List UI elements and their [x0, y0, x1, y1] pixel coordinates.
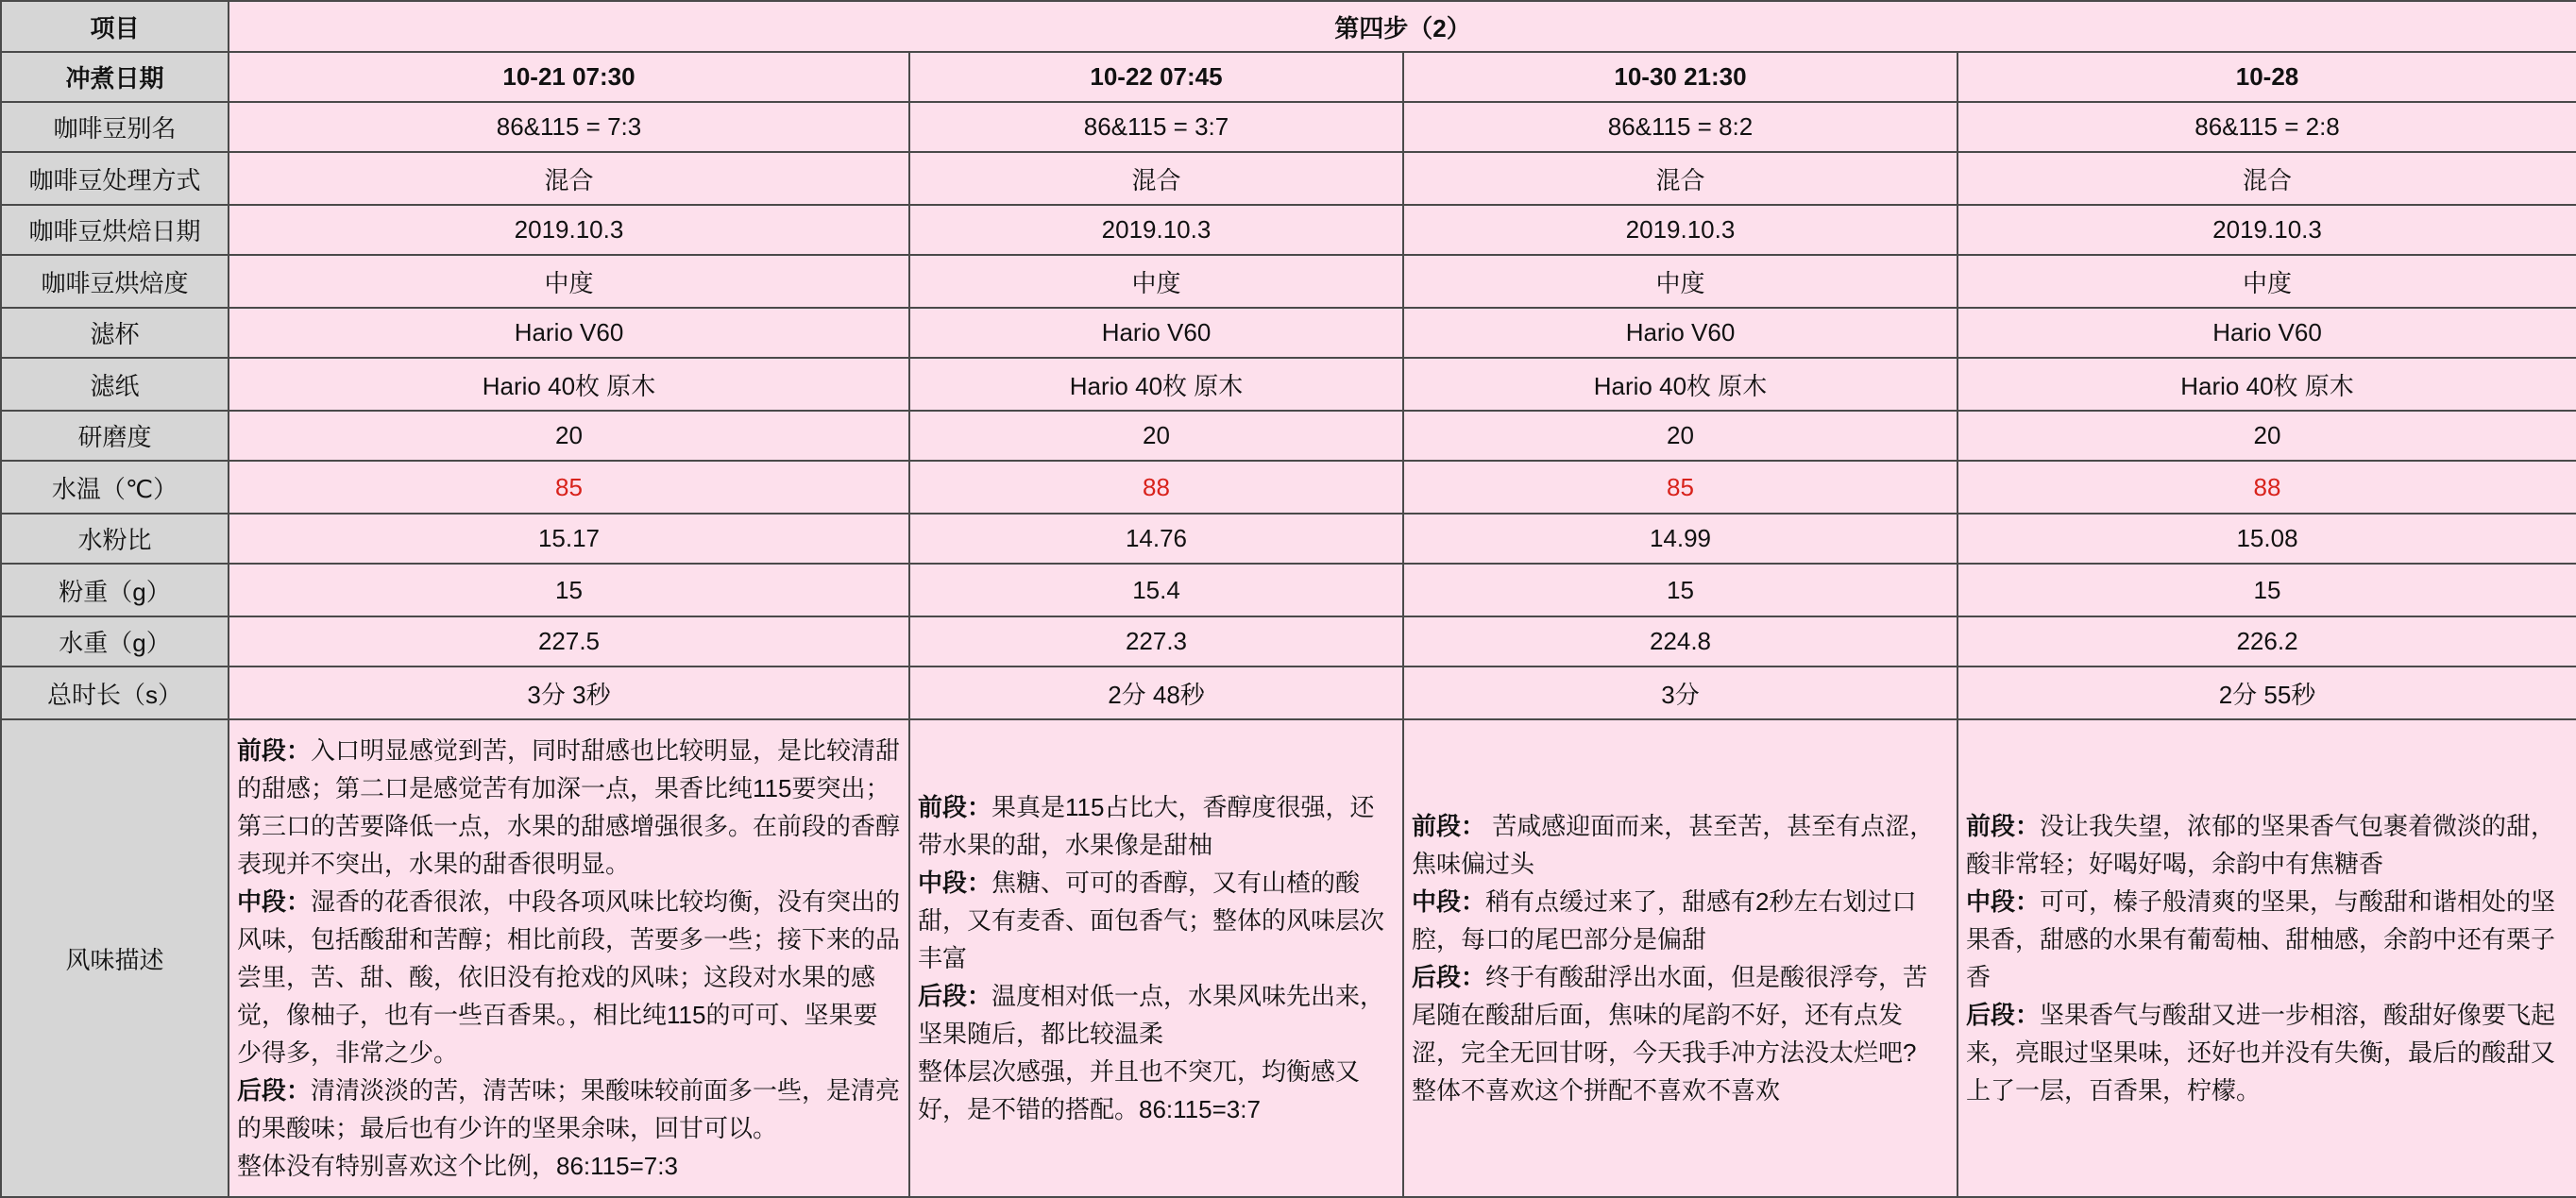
cell-bean-alias[interactable]: 86&115 = 3:7	[909, 102, 1403, 152]
cell-time[interactable]: 2分 48秒	[909, 666, 1403, 719]
cell-brew-date[interactable]: 10-22 07:45	[909, 52, 1403, 102]
cell-brew-date[interactable]: 10-30 21:30	[1403, 52, 1957, 102]
cell-roast-date[interactable]: 2019.10.3	[1403, 205, 1957, 255]
cell-dose[interactable]: 15	[229, 564, 909, 616]
cell-dose[interactable]: 15	[1957, 564, 2576, 616]
cell-filter[interactable]: Hario 40枚 原木	[909, 358, 1403, 411]
cell-flavor[interactable]	[909, 719, 1403, 1197]
cell-brew-date[interactable]: 10-21 07:30	[229, 52, 909, 102]
flavor-text: 温度相对低一点，水果风味先出来，坚果随后，都比较温柔	[918, 982, 1385, 1048]
flavor-paragraph	[237, 1071, 901, 1147]
row-label[interactable]: 咖啡豆别名	[1, 102, 229, 152]
flavor-head: 后段：	[1412, 963, 1486, 991]
flavor-text: 整体层次感强，并且也不突兀，均衡感又好，是不错的搭配。86:115=3:7	[918, 1057, 1361, 1123]
cell-dripper[interactable]: Hario V60	[229, 308, 909, 358]
row-label[interactable]: 水粉比	[1, 514, 229, 564]
flavor-head: 后段：	[918, 982, 992, 1010]
row-roast-level	[1, 255, 2576, 308]
flavor-head: 前段：	[237, 736, 312, 765]
cell-flavor[interactable]	[229, 719, 909, 1197]
cell-bean-alias[interactable]: 86&115 = 7:3	[229, 102, 909, 152]
cell-time[interactable]: 3分 3秒	[229, 666, 909, 719]
row-filter	[1, 358, 2576, 411]
cell-water[interactable]: 227.3	[909, 616, 1403, 666]
cell-roast-date[interactable]: 2019.10.3	[229, 205, 909, 255]
flavor-text: 整体没有特别喜欢这个比例，86:115=7:3	[237, 1152, 678, 1180]
row-label[interactable]: 咖啡豆烘焙度	[1, 255, 229, 308]
cell-ratio[interactable]: 14.76	[909, 514, 1403, 564]
cell-water-temp[interactable]: 85	[1403, 461, 1957, 514]
cell-brew-date[interactable]: 10-28	[1957, 52, 2576, 102]
flavor-text: 焦糖、可可的香醇，又有山楂的酸甜，又有麦香、面包香气；整体的风味层次丰富	[918, 869, 1385, 972]
cell-water[interactable]: 224.8	[1403, 616, 1957, 666]
row-label[interactable]: 滤杯	[1, 308, 229, 358]
flavor-text: 果真是115占比大，香醇度很强，还带水果的甜，水果像是甜柚	[918, 793, 1375, 859]
row-dose	[1, 564, 2576, 616]
row-time	[1, 666, 2576, 719]
flavor-text: 可可，榛子般清爽的坚果，与酸甜和谐相处的坚果香，甜感的水果有葡萄柚、甜柚感，余韵中还有栗子香	[1966, 887, 2556, 991]
cell-time[interactable]: 2分 55秒	[1957, 666, 2576, 719]
flavor-text: 清清淡淡的苦，清苦味；果酸味较前面多一些，是清亮的果酸味；最后也有少许的坚果余味，回甘可以。	[237, 1076, 901, 1142]
cell-roast-level[interactable]: 中度	[909, 255, 1403, 308]
row-dripper	[1, 308, 2576, 358]
flavor-paragraph	[1412, 958, 1949, 1071]
flavor-head: 前段：	[1966, 812, 2041, 840]
row-ratio	[1, 514, 2576, 564]
row-label[interactable]: 冲煮日期	[1, 52, 229, 102]
flavor-head: 中段：	[237, 887, 312, 916]
cell-process[interactable]: 混合	[1957, 152, 2576, 205]
row-brew-date	[1, 52, 2576, 102]
cell-filter[interactable]: Hario 40枚 原木	[1403, 358, 1957, 411]
cell-roast-date[interactable]: 2019.10.3	[909, 205, 1403, 255]
cell-process[interactable]: 混合	[229, 152, 909, 205]
cell-filter[interactable]: Hario 40枚 原木	[229, 358, 909, 411]
flavor-paragraph	[918, 977, 1395, 1053]
cell-grind[interactable]: 20	[229, 411, 909, 461]
cell-grind[interactable]: 20	[1957, 411, 2576, 461]
cell-dripper[interactable]: Hario V60	[1403, 308, 1957, 358]
row-label[interactable]: 咖啡豆烘焙日期	[1, 205, 229, 255]
cell-grind[interactable]: 20	[1403, 411, 1957, 461]
item-header-cell[interactable]: 项目	[1, 1, 229, 52]
header-row	[1, 1, 2576, 52]
cell-bean-alias[interactable]: 86&115 = 2:8	[1957, 102, 2576, 152]
flavor-head: 中段：	[918, 869, 992, 897]
cell-flavor[interactable]	[1957, 719, 2576, 1197]
cell-roast-level[interactable]: 中度	[1403, 255, 1957, 308]
row-flavor	[1, 719, 2576, 1197]
row-label[interactable]: 水温（℃）	[1, 461, 229, 514]
cell-bean-alias[interactable]: 86&115 = 8:2	[1403, 102, 1957, 152]
flavor-text: 苦咸感迎面而来，甚至苦，甚至有点涩，焦味偏过头	[1412, 812, 1935, 878]
cell-grind[interactable]: 20	[909, 411, 1403, 461]
row-label[interactable]: 滤纸	[1, 358, 229, 411]
flavor-paragraph	[1412, 1071, 1949, 1109]
step-title-cell[interactable]: 第四步（2）	[229, 1, 2576, 52]
flavor-text: 坚果香气与酸甜又进一步相溶，酸甜好像要飞起来，亮眼过坚果味，还好也并没有失衡，最后的酸甜又上了一层，百香果，柠檬。	[1966, 1001, 2556, 1105]
cell-roast-level[interactable]: 中度	[1957, 255, 2576, 308]
row-roast-date	[1, 205, 2576, 255]
row-water	[1, 616, 2576, 666]
flavor-paragraph	[918, 1053, 1395, 1128]
flavor-text: 整体不喜欢这个拼配不喜欢不喜欢	[1412, 1076, 1781, 1105]
flavor-paragraph	[237, 883, 901, 1071]
flavor-paragraph	[237, 1147, 901, 1185]
cell-water[interactable]: 226.2	[1957, 616, 2576, 666]
flavor-paragraph	[1966, 883, 2568, 996]
flavor-paragraph	[237, 732, 901, 883]
cell-roast-level[interactable]: 中度	[229, 255, 909, 308]
row-label[interactable]: 水重（g）	[1, 616, 229, 666]
row-grind	[1, 411, 2576, 461]
cell-dose[interactable]: 15	[1403, 564, 1957, 616]
flavor-head: 后段：	[1966, 1001, 2041, 1029]
cell-process[interactable]: 混合	[909, 152, 1403, 205]
cell-time[interactable]: 3分	[1403, 666, 1957, 719]
cell-process[interactable]: 混合	[1403, 152, 1957, 205]
cell-dose[interactable]: 15.4	[909, 564, 1403, 616]
cell-water[interactable]: 227.5	[229, 616, 909, 666]
row-label[interactable]: 总时长（s）	[1, 666, 229, 719]
cell-ratio[interactable]: 15.08	[1957, 514, 2576, 564]
cell-water-temp[interactable]: 88	[1957, 461, 2576, 514]
flavor-text: 湿香的花香很浓，中段各项风味比较均衡，没有突出的风味，包括酸甜和苦醇；相比前段，苦要多一些；接下来的品尝里，苦、甜、酸，依旧没有抢戏的风味；这段对水果的感觉，像柚子，也有一些百香果。，相比纯115的可可、坚果要少得多，非常之少。	[237, 887, 901, 1067]
flavor-paragraph	[1966, 996, 2568, 1109]
flavor-text: 终于有酸甜浮出水面，但是酸很浮夸，苦尾随在酸甜后面，焦味的尾韵不好，还有点发涩，完全无回甘呀，今天我手冲方法没太烂吧?	[1412, 963, 1928, 1067]
row-label[interactable]: 咖啡豆处理方式	[1, 152, 229, 205]
row-label[interactable]: 风味描述	[1, 719, 229, 1197]
cell-ratio[interactable]: 14.99	[1403, 514, 1957, 564]
flavor-head: 后段：	[237, 1076, 312, 1105]
flavor-text: 入口明显感觉到苦，同时甜感也比较明显，是比较清甜的甜感；第二口是感觉苦有加深一点，果香比纯115要突出；第三口的苦要降低一点，水果的甜感增强很多。在前段的香醇表现并不突出，水果的甜香很明显。	[237, 736, 901, 878]
flavor-head: 中段：	[1412, 887, 1486, 916]
cell-flavor[interactable]	[1403, 719, 1957, 1197]
flavor-head: 前段：	[1412, 812, 1486, 840]
flavor-paragraph	[1966, 807, 2568, 883]
cell-dripper[interactable]: Hario V60	[1957, 308, 2576, 358]
cell-filter[interactable]: Hario 40枚 原木	[1957, 358, 2576, 411]
flavor-paragraph	[918, 864, 1395, 977]
cell-ratio[interactable]: 15.17	[229, 514, 909, 564]
row-bean-alias	[1, 102, 2576, 152]
cell-water-temp[interactable]: 88	[909, 461, 1403, 514]
row-process	[1, 152, 2576, 205]
row-label[interactable]: 研磨度	[1, 411, 229, 461]
cell-roast-date[interactable]: 2019.10.3	[1957, 205, 2576, 255]
cell-water-temp[interactable]: 85	[229, 461, 909, 514]
flavor-head: 前段：	[918, 793, 992, 821]
cell-dripper[interactable]: Hario V60	[909, 308, 1403, 358]
flavor-paragraph	[918, 788, 1395, 864]
flavor-text: 没让我失望，浓郁的坚果香气包裹着微淡的甜，酸非常轻；好喝好喝，余韵中有焦糖香	[1966, 812, 2556, 878]
flavor-paragraph	[1412, 883, 1949, 958]
row-label[interactable]: 粉重（g）	[1, 564, 229, 616]
flavor-paragraph	[1412, 807, 1949, 883]
flavor-text: 稍有点缓过来了，甜感有2秒左右划过口腔，每口的尾巴部分是偏甜	[1412, 887, 1917, 953]
row-water-temp	[1, 461, 2576, 514]
flavor-head: 中段：	[1966, 887, 2041, 916]
